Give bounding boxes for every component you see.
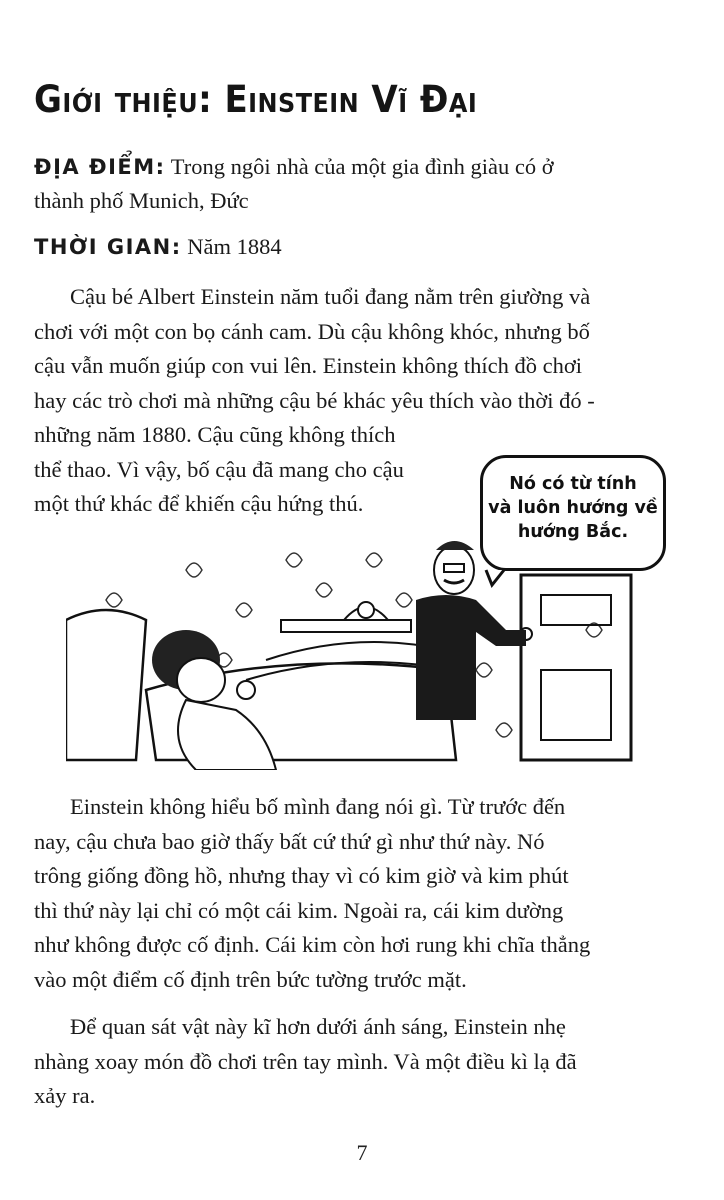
time-value: Năm 1884 xyxy=(181,234,282,259)
paragraph-3-line: xảy ra. xyxy=(34,1083,96,1108)
paragraph-2-line: vào một điểm cố định trên bức tường trước mặt. xyxy=(34,966,467,992)
paragraph-1-line: Cậu bé Albert Einstein năm tuổi đang nằm trên giường và xyxy=(70,284,591,309)
page-number: 7 xyxy=(356,1140,368,1165)
paragraph-2-line: nay, cậu chưa bao giờ thấy bất cứ thứ gì như thứ này. Nó xyxy=(34,828,545,854)
door xyxy=(520,575,631,760)
paragraph-3-line: nhàng xoay món đồ chơi trên tay mình. Và một điều kì lạ đã xyxy=(34,1048,577,1074)
location-label: ĐỊA ĐIỂM: xyxy=(34,155,166,179)
paragraph-1-line: cậu vẫn muốn giúp con vui lên. Einstein không thích đồ chơi xyxy=(34,353,583,378)
father xyxy=(416,541,526,720)
paragraph-2-line: Einstein không hiểu bố mình đang nói gì. Từ trước đến xyxy=(70,794,566,819)
speech-bubble-line: và luôn hướng về xyxy=(488,498,658,518)
time-block xyxy=(34,230,696,264)
compass xyxy=(237,681,255,699)
paragraph-2-line: như không được cố định. Cái kim còn hơi rung khi chĩa thẳng xyxy=(34,932,591,957)
paragraph-3 xyxy=(34,1010,696,1114)
paragraph-2 xyxy=(34,790,696,997)
time-label: THỜI GIAN: xyxy=(34,235,182,259)
mantel-clock xyxy=(281,602,411,632)
paragraph-2-line: trông giống đồng hồ, nhưng thay vì có kim giờ và kim phút xyxy=(34,863,569,888)
paragraph-1-line: thể thao. Vì vậy, bố cậu đã mang cho cậu xyxy=(34,456,404,482)
paragraph-2-line: thì thứ này lại chỉ có một cái kim. Ngoài ra, cái kim dường xyxy=(34,897,564,923)
paragraph-1-line: những năm 1880. Cậu cũng không thích xyxy=(34,422,396,447)
paragraph-1-line: hay các trò chơi mà những cậu bé khác yêu thích vào thời đó - xyxy=(34,387,595,413)
speech-bubble-tail xyxy=(486,570,504,585)
paragraph-1-line: chơi với một con bọ cánh cam. Dù cậu không khóc, nhưng bố xyxy=(34,318,590,344)
location-line-1: Trong ngôi nhà của một gia đình giàu có ở xyxy=(165,154,554,179)
bedroom-illustration xyxy=(66,540,666,770)
chapter-title: Giới thiệu: Einstein Vĩ Đại xyxy=(34,78,478,121)
paragraph-3-line: Để quan sát vật này kĩ hơn dưới ánh sáng, Einstein nhẹ xyxy=(70,1014,566,1039)
location-block xyxy=(34,150,696,218)
paragraph-1-line: một thứ khác để khiến cậu hứng thú. xyxy=(34,491,364,516)
speech-bubble-line: hướng Bắc. xyxy=(517,522,629,542)
speech-bubble-line: Nó có từ tính xyxy=(509,474,637,494)
location-line-2: thành phố Munich, Đức xyxy=(34,188,249,213)
